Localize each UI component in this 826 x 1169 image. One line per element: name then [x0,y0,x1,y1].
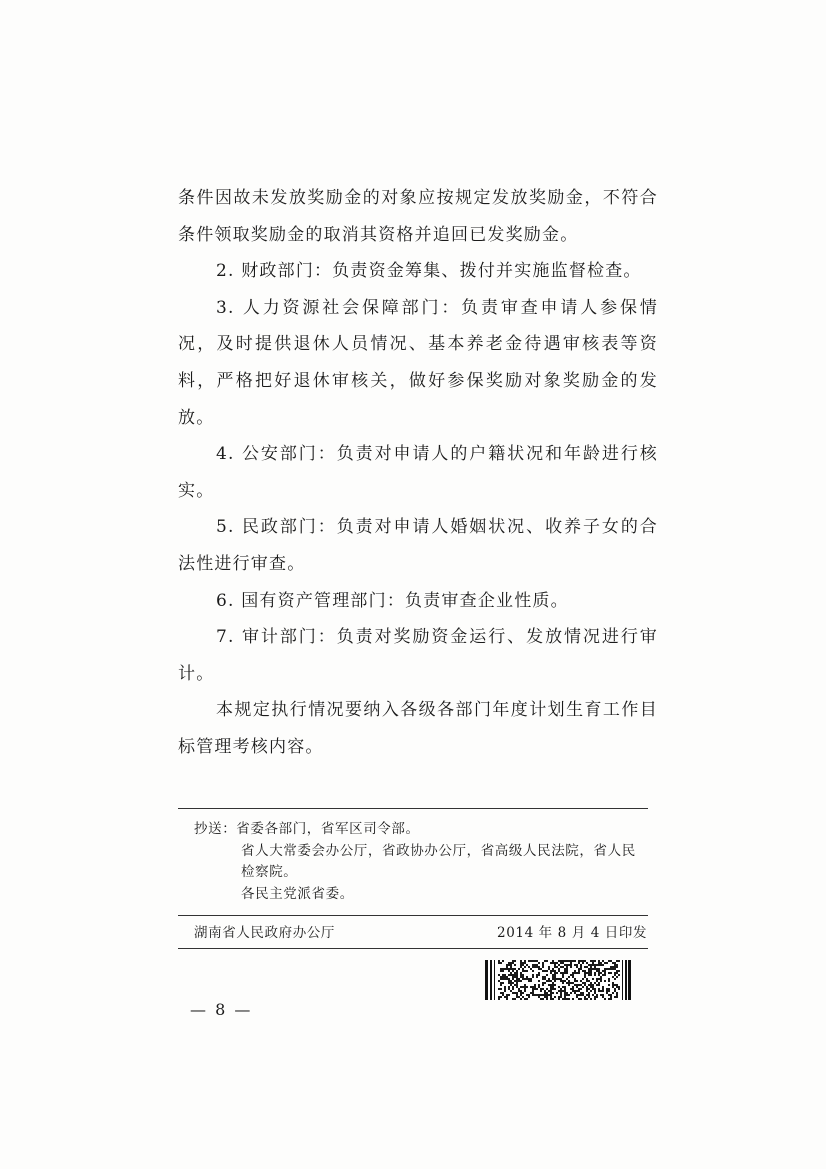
paragraph-item-3: 3. 人力资源社会保障部门：负责审查申请人参保情况，及时提供退休人员情况、基本养老金待遇审核表等资料，严格把好退休审核关，做好参保奖励对象奖励金的发放。 [178,297,658,428]
cc-bottom-rule [178,915,648,916]
issue-date: 2014 年 8 月 4 日印发 [497,925,648,941]
page-number: — 8 — [190,1000,253,1019]
cc-top-rule [178,808,648,809]
cc-line-1: 抄送：省委各部门，省军区司令部。 [194,821,420,837]
cc-line-2: 省人大常委会办公厅，省政协办公厅，省高级人民法院，省人民检察院。 [241,842,636,880]
barcode-image [485,960,631,1000]
body-text [178,180,658,766]
paragraph-continuation: 条件因故未发放奖励金的对象应按规定发放奖励金，不符合条件领取奖励金的取消其资格并追回已发奖励金。 [178,188,658,245]
paragraph-item-5: 5. 民政部门：负责对申请人婚姻状况、收养子女的合法性进行审查。 [178,517,658,574]
paragraph-item-2: 2. 财政部门：负责资金筹集、拨付并实施监督检查。 [216,261,642,282]
issuing-office: 湖南省人民政府办公厅 [194,925,335,941]
cc-block [194,819,644,905]
cc-line-3: 各民主党派省委。 [241,885,354,902]
paragraph-item-7: 7. 审计部门：负责对奖励资金运行、发放情况进行审计。 [178,627,658,684]
paragraph-closing: 本规定执行情况要纳入各级各部门年度计划生育工作目标管理考核内容。 [178,700,658,757]
paragraph-item-4: 4. 公安部门：负责对申请人的户籍状况和年龄进行核实。 [178,444,658,501]
paragraph-item-6: 6. 国有资产管理部门：负责审查企业性质。 [216,590,569,611]
footer-rule [178,948,648,949]
